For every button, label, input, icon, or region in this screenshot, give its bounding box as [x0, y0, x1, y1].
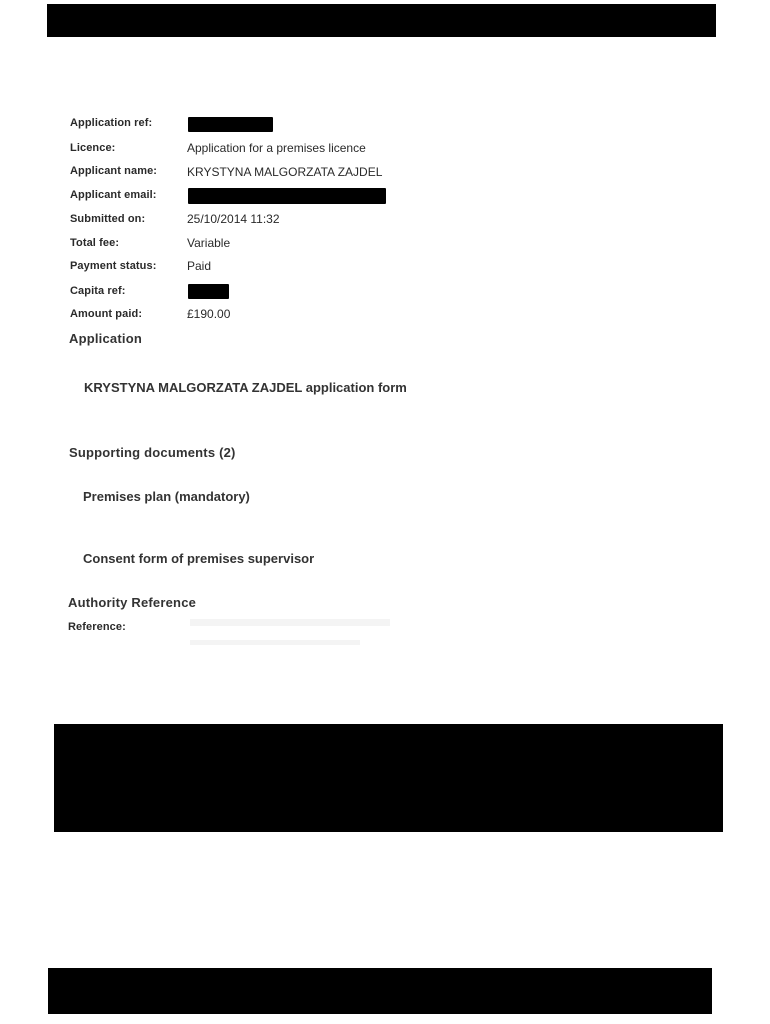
submitted-on-label: Submitted on: — [70, 213, 146, 225]
applicant-name-value: KRYSTYNA MALGORZATA ZAJDEL — [187, 165, 383, 179]
reference-faint-mark-2 — [190, 640, 360, 645]
submitted-on-value: 25/10/2014 11:32 — [187, 212, 280, 226]
redacted-middle-block — [54, 724, 723, 832]
total-fee-label: Total fee: — [70, 237, 120, 249]
applicant-email-redaction — [188, 188, 386, 204]
amount-paid-label: Amount paid: — [70, 308, 143, 320]
reference-faint-mark — [190, 619, 390, 626]
payment-status-value: Paid — [187, 259, 212, 273]
capita-ref-redaction — [188, 284, 229, 299]
application-ref-label: Application ref: — [70, 117, 153, 129]
capita-ref-label: Capita ref: — [70, 285, 126, 297]
consent-form-link[interactable]: Consent form of premises supervisor — [83, 551, 315, 566]
licence-value: Application for a premises licence — [187, 141, 366, 155]
total-fee-value: Variable — [187, 236, 231, 250]
authority-reference-heading: Authority Reference — [68, 595, 197, 610]
applicant-email-label: Applicant email: — [70, 189, 157, 201]
reference-label: Reference: — [68, 621, 126, 633]
redacted-header-bar — [47, 4, 716, 37]
supporting-documents-heading: Supporting documents (2) — [69, 445, 236, 460]
applicant-name-label: Applicant name: — [70, 165, 158, 177]
application-heading: Application — [69, 331, 142, 346]
licence-label: Licence: — [70, 142, 116, 154]
amount-paid-value: £190.00 — [187, 307, 231, 321]
premises-plan-link[interactable]: Premises plan (mandatory) — [83, 489, 250, 504]
application-form-link[interactable]: KRYSTYNA MALGORZATA ZAJDEL application form — [84, 380, 407, 395]
application-ref-redaction — [188, 117, 273, 132]
payment-status-label: Payment status: — [70, 260, 157, 272]
redacted-footer-bar — [48, 968, 712, 1014]
